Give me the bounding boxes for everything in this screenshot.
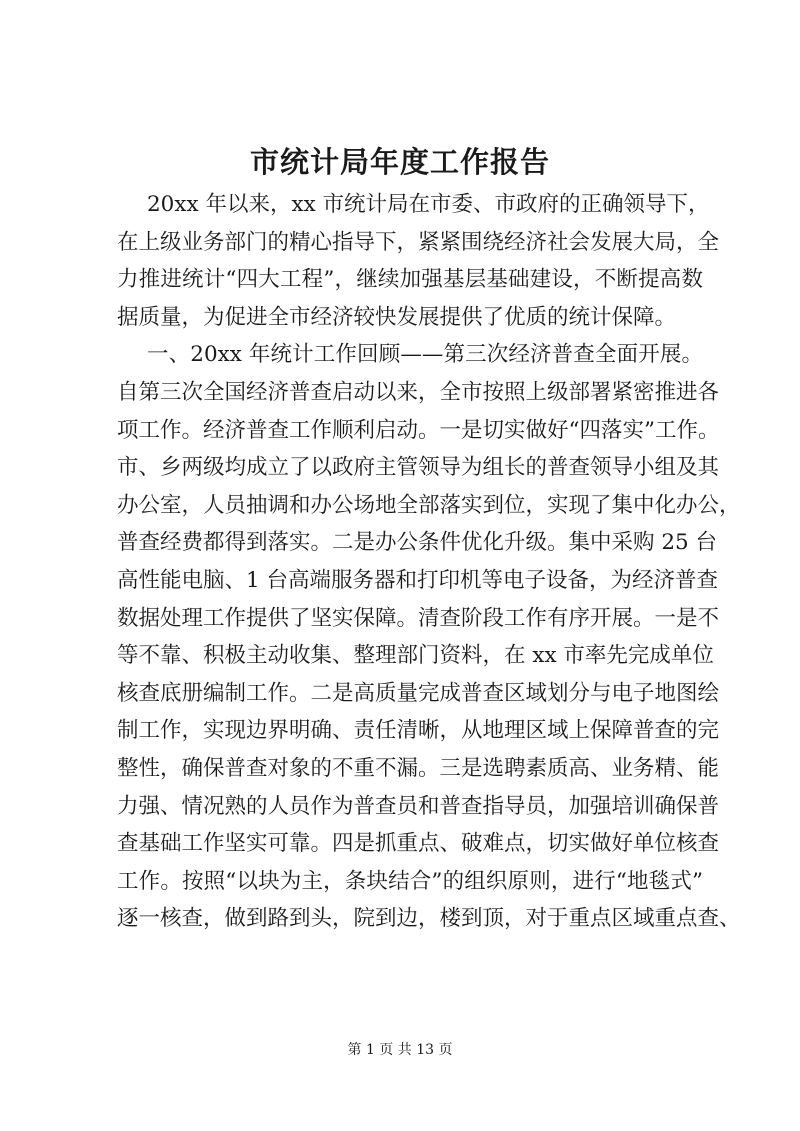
body-line: 工作。按照“以块为主，条块结合”的组织原则，进行“地毯式” bbox=[117, 868, 703, 894]
body-line: 20xx 年以来，xx 市统计局在市委、市政府的正确领导下， bbox=[147, 192, 710, 217]
document-body bbox=[117, 186, 741, 938]
document-title: 市统计局年度工作报告 bbox=[249, 145, 550, 179]
body-line: 逐一核查，做到路到头，院到边，楼到顶，对于重点区域重点查、 bbox=[117, 906, 741, 932]
body-line: 在上级业务部门的精心指导下，紧紧围绕经济社会发展大局，全 bbox=[117, 229, 720, 255]
body-line: 等不靠、积极主动收集、整理部门资料，在 xx 市率先完成单位 bbox=[117, 643, 714, 669]
body-line: 办公室，人员抽调和办公场地全部落实到位，实现了集中化办公， bbox=[117, 492, 741, 518]
body-line: 力强、情况熟的人员作为普查员和普查指导员，加强培训确保普 bbox=[117, 793, 720, 819]
body-line: 核查底册编制工作。二是高质量完成普查区域划分与电子地图绘 bbox=[117, 680, 720, 706]
body-line: 普查经费都得到落实。二是办公条件优化升级。集中采购 25 台 bbox=[117, 530, 718, 556]
body-line: 据质量，为促进全市经济较快发展提供了优质的统计保障。 bbox=[117, 304, 677, 330]
body-line: 整性，确保普查对象的不重不漏。三是选聘素质高、业务精、能 bbox=[117, 755, 720, 781]
body-line: 查基础工作坚实可靠。四是抓重点、破难点，切实做好单位核查 bbox=[117, 831, 720, 857]
body-line: 力推进统计“四大工程”，继续加强基层基础建设，不断提高数 bbox=[117, 267, 703, 293]
body-line: 数据处理工作提供了坚实保障。清查阶段工作有序开展。一是不 bbox=[117, 605, 720, 631]
page-number: 第 1 页 共 13 页 bbox=[347, 1042, 453, 1058]
body-line: 一、20xx 年统计工作回顾——第三次经济普查全面开展。 bbox=[147, 342, 703, 368]
body-line: 项工作。经济普查工作顺利启动。一是切实做好“四落实”工作。 bbox=[117, 417, 720, 443]
body-line: 自第三次全国经济普查启动以来，全市按照上级部署紧密推进各 bbox=[117, 379, 720, 405]
body-line: 市、乡两级均成立了以政府主管领导为组长的普查领导小组及其 bbox=[117, 455, 720, 481]
body-line: 制工作，实现边界明确、责任清晰，从地理区域上保障普查的完 bbox=[117, 718, 720, 744]
body-line: 高性能电脑、1 台高端服务器和打印机等电子设备，为经济普查 bbox=[117, 567, 719, 593]
